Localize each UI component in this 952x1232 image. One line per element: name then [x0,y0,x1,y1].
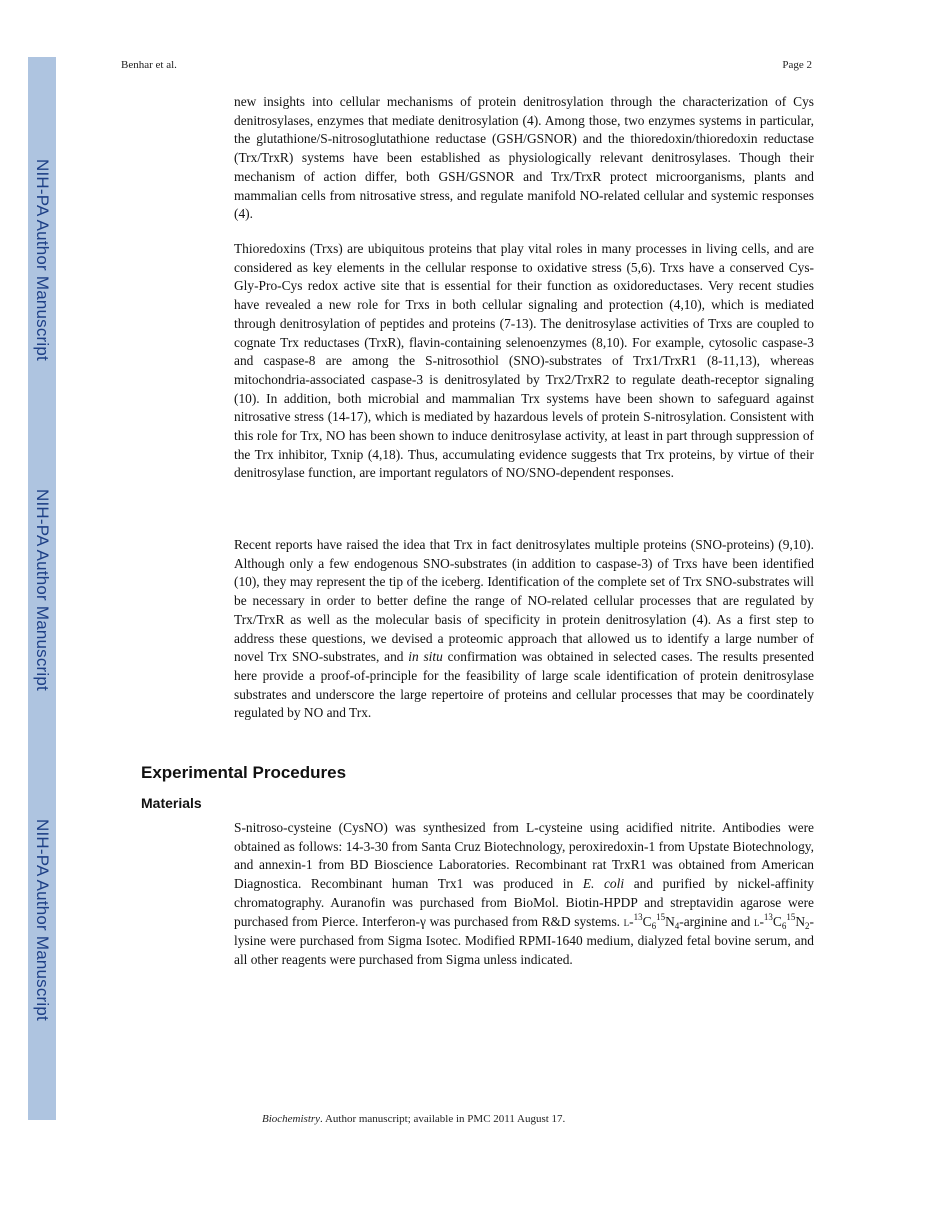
running-head-page: Page 2 [782,59,812,71]
running-head-author: Benhar et al. [121,59,177,71]
footer-text: . Author manuscript; available in PMC 2011 August 17. [320,1113,566,1125]
paragraph-recent-reports: Recent reports have raised the idea that Trx in fact denitrosylates multiple proteins (SNO-proteins) (9,10). Although only a few endogenous SNO-substrates (in addition to caspase-3) of Trxs have been identified (10), they may represent the tip of the iceberg. Identification of the complete set of Trx SNO-substrates will be necessary in order to better define the range of NO-related cellular processes that are regulated by Trx/TrxR as well as the molecular basis of specificity in protein denitrosylation (4). As a first step to address these questions, we devised a proteomic approach that allowed us to identify a large number of novel Trx SNO-substrates, and in situ confirmation was obtained in selected cases. The results presented here provide a proof-of-principle for the feasibility of large scale identification of protein denitrosylase substrates and underscore the large repertoire of proteins and cellular processes that may be coordinately regulated by NO and Trx. [234,537,814,721]
paragraph-denitrosylases: new insights into cellular mechanisms of protein denitrosylation through the characterization of Cys denitrosylases, enzymes that mediate denitrosylation (4). Among those, two enzymes systems in particular, the glutathione/S-nitrosoglutathione reductase (GSH/GSNOR) and the thioredoxin/thioredoxin reductase (Trx/TrxR) systems have been established as physiologically relevant denitrosylases. Though their mechanism of action differ, both GSH/GSNOR and Trx/TrxR protect microorganisms, plants and mammalian cells from nitrosative stress, and regulate manifold NO-related cellular and systemic responses (4). [234,94,814,222]
paragraph-materials: S-nitroso-cysteine (CysNO) was synthesized from L-cysteine using acidified nitrite. Antibodies were obtained as follows: 14-3-30 from Santa Cruz Biotechnology, peroxiredoxin-1 from Upstate Biotechnology, and annexin-1 from BD Bioscience Laboratories. Recombinant rat TrxR1 was obtained from American Diagnostica. Recombinant human Trx1 was produced in E. coli and purified by nickel-affinity chromatography. Auranofin was purchased from BioMol. Biotin-HPDP and streptavidin agarose were purchased from Pierce. Interferon-γ was purchased from R&D systems. $L-^{13}C_6^{15}N_4$-arginine and $L-^{13}C_6^{15}N_2$-lysine were purchased from Sigma Isotec. Modified RPMI-1640 medium, dialyzed fetal bovine serum, and all other reagents were purchased from Sigma unless indicated. [234,820,814,967]
section-heading-experimental-procedures: Experimental Procedures [141,763,347,782]
paragraph-thioredoxins: Thioredoxins (Trxs) are ubiquitous proteins that play vital roles in many processes in living cells, and are considered as key elements in the cellular response to oxidative stress (5,6). Trxs have a conserved Cys-Gly-Pro-Cys redox active site that is essential for their function as oxidoreductases. Very recent studies have revealed a new role for Trxs in both cellular signaling and protection (4,10), which is mediated through denitrosylation of peptides and proteins (7-13). The denitrosylase activities of Trxs are coupled to cognate Trx reductases (TrxR), flavin-containing selenoenzymes (8,10). For example, cytosolic caspase-3 and caspase-8 are among the S-nitrosothiol (SNO)-substrates of Trx1/TrxR1 (8-11,13), whereas mitochondria-associated caspase-3 is denitrosylated by Trx2/TrxR2 to regulate death-receptor signaling (10). In addition, both microbial and mammalian Trx systems have been shown to safeguard against nitrosative stress (14-17), which is mediated by hazardous levels of protein S-nitrosylation. Consistent with this role for Trx, NO has been shown to induce denitrosylase activity, at least in part through suppression of the Trx inhibitor, Txnip (4,18). Thus, accumulating evidence suggests that Trx proteins, by virtue of their denitrosylase function, are important regulators of NO/SNO-dependent responses. [234,241,814,481]
subsection-heading-materials: Materials [141,795,202,811]
in-situ-italic: in situ [408,649,443,665]
footer-citation [262,1113,565,1125]
e-coli-italic: E. coli [582,876,625,892]
footer-journal: Biochemistry [262,1113,321,1125]
